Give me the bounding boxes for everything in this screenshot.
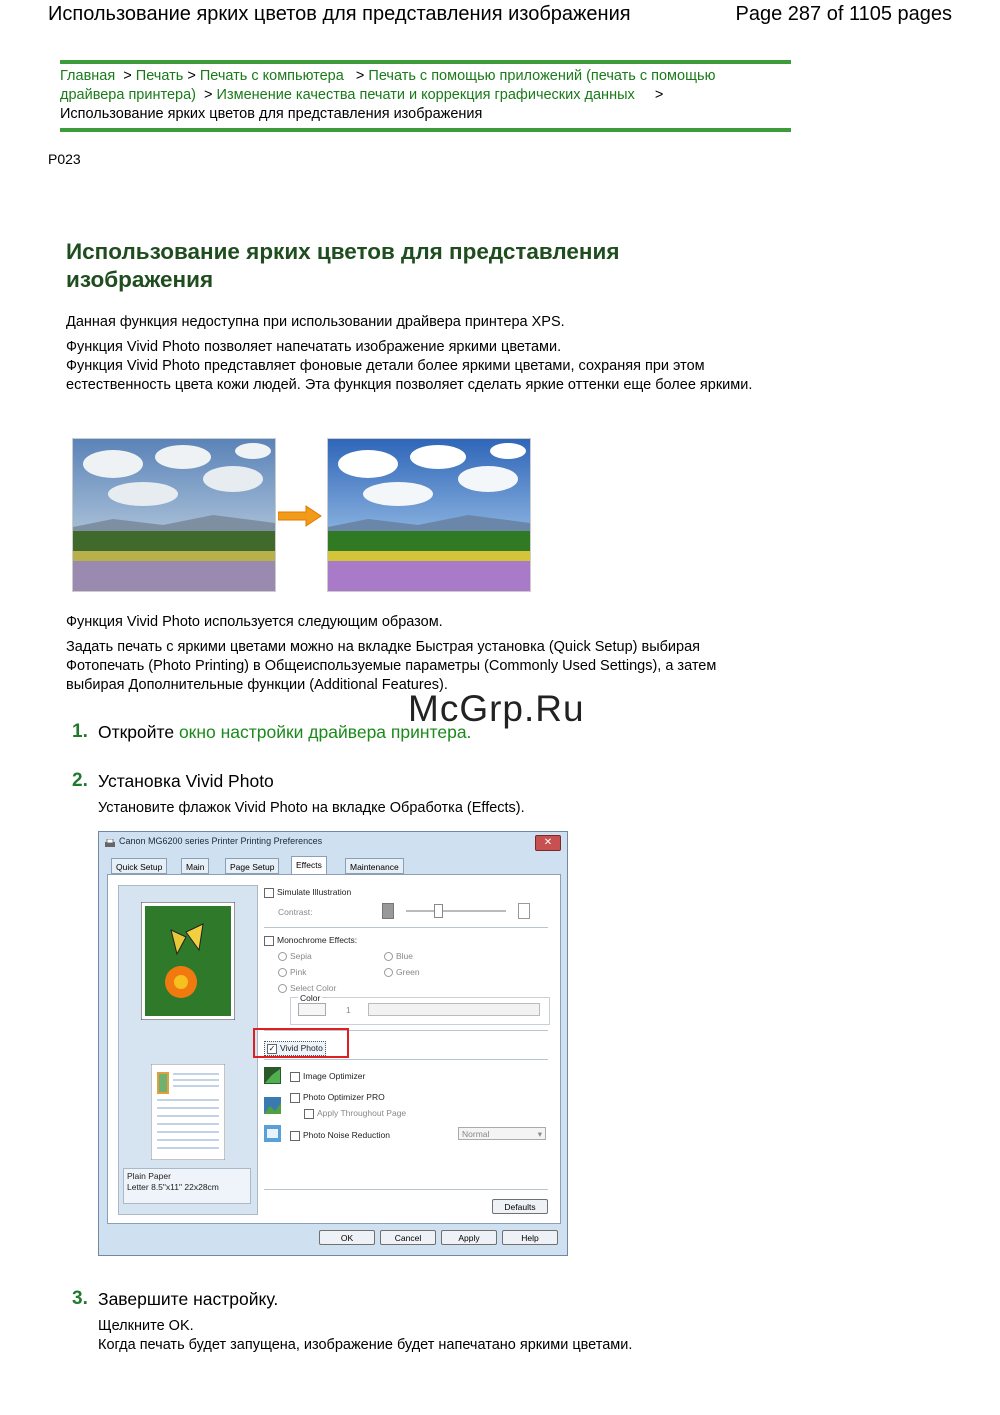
- image-optimizer-icon: [264, 1067, 281, 1084]
- green-option[interactable]: [384, 967, 420, 977]
- separator: [264, 927, 548, 928]
- close-button[interactable]: ✕: [535, 835, 561, 851]
- select-color-label: Select Color: [290, 983, 337, 993]
- photo-optimizer-label: Photo Optimizer PRO: [303, 1092, 385, 1102]
- color-group-label: Color: [300, 993, 321, 1003]
- monochrome-checkbox[interactable]: [264, 936, 274, 946]
- step-3-number: 3.: [72, 1288, 88, 1309]
- pink-option[interactable]: [278, 967, 307, 977]
- vivid-photo-checkbox[interactable]: ✓: [268, 1043, 276, 1053]
- step-1-title: [98, 722, 471, 743]
- tab-quick-setup-label: Quick Setup: [116, 862, 163, 872]
- contrast-label: Contrast:: [278, 907, 313, 917]
- sepia-radio[interactable]: [278, 952, 287, 961]
- tab-effects-label: Effects: [296, 860, 322, 870]
- noise-reduction-option[interactable]: [290, 1130, 390, 1141]
- photo-optimizer-option[interactable]: [290, 1092, 385, 1103]
- document-header-title: Использование ярких цветов для представления изображения: [48, 3, 631, 25]
- page-counter: Page 287 of 1105 pages: [735, 3, 952, 25]
- contrast-slider-handle[interactable]: [434, 904, 443, 918]
- ok-button[interactable]: OK: [319, 1230, 375, 1245]
- apply-throughout-label: Apply Throughout Page: [317, 1108, 407, 1118]
- note-xps: Данная функция недоступна при использовании драйвера принтера XPS.: [66, 314, 565, 330]
- tab-main-label: Main: [186, 862, 205, 872]
- step-1-title-text: Откройте: [98, 722, 179, 742]
- quick-setup-paragraph: Задать печать с яркими цветами можно на вкладке Быстрая установка (Quick Setup) выбирая Фотопечать (Photo Printing) в Общеиспользуемые параметры (Commonly Used Settings), а затем выбирая Дополнительные функции (Additional Features).: [66, 639, 717, 693]
- noise-reduction-label: Photo Noise Reduction: [303, 1130, 390, 1140]
- tab-page-setup[interactable]: [225, 858, 279, 874]
- butterfly-preview-image: [141, 902, 235, 1020]
- bottom-rule: [60, 128, 791, 132]
- monochrome-option[interactable]: [264, 935, 357, 946]
- simulate-checkbox[interactable]: [264, 888, 274, 898]
- contrast-slider-track[interactable]: [406, 910, 506, 912]
- breadcrumb-separator: >: [123, 68, 132, 84]
- step-2-title: Установка Vivid Photo: [98, 771, 274, 791]
- breadcrumb: [60, 67, 780, 124]
- contrast-high-icon: [518, 903, 530, 919]
- color-value: 1: [346, 1005, 351, 1015]
- driver-settings-link[interactable]: окно настройки драйвера принтера.: [178, 722, 472, 742]
- image-optimizer-option[interactable]: [290, 1071, 365, 1082]
- select-color-radio[interactable]: [278, 984, 287, 993]
- breadcrumb-separator: >: [187, 68, 196, 84]
- tab-effects[interactable]: [291, 856, 327, 875]
- photo-optimizer-icon: [264, 1097, 281, 1114]
- watermark: McGrp.Ru: [408, 688, 585, 729]
- step-2-number: 2.: [72, 770, 88, 791]
- color-swatch: [298, 1003, 326, 1016]
- blue-option[interactable]: [384, 951, 413, 961]
- intro-paragraph-a: Функция Vivid Photo позволяет напечатать изображение яркими цветами.: [66, 339, 562, 355]
- tab-main[interactable]: [181, 858, 209, 874]
- pink-label: Pink: [290, 967, 307, 977]
- breadcrumb-current: Использование ярких цветов для представления изображения: [60, 106, 483, 122]
- separator: [264, 1189, 548, 1190]
- help-button[interactable]: Help: [502, 1230, 558, 1245]
- photo-before: [72, 438, 276, 592]
- printer-icon: [105, 839, 115, 848]
- separator: [264, 1059, 548, 1060]
- step-3-text-2: Когда печать будет запущена, изображение будет напечатано яркими цветами.: [98, 1337, 633, 1353]
- breadcrumb-quality-correction[interactable]: Изменение качества печати и коррекция графических данных: [216, 87, 635, 103]
- breadcrumb-print-from-computer[interactable]: Печать с компьютера: [199, 68, 344, 84]
- paper-type: Plain Paper: [127, 1171, 171, 1181]
- breadcrumb-separator: >: [654, 87, 664, 103]
- color-scrollbar[interactable]: [368, 1003, 540, 1016]
- page-title: Использование ярких цветов для представления изображения: [66, 239, 620, 292]
- document-code: P023: [48, 151, 81, 167]
- pink-radio[interactable]: [278, 968, 287, 977]
- image-optimizer-checkbox[interactable]: [290, 1072, 300, 1082]
- chevron-down-icon: ▾: [537, 1129, 542, 1139]
- blue-radio[interactable]: [384, 952, 393, 961]
- select-color-option[interactable]: [278, 983, 336, 993]
- green-radio[interactable]: [384, 968, 393, 977]
- vivid-photo-label: Vivid Photo: [280, 1043, 323, 1053]
- tab-quick-setup[interactable]: [111, 858, 167, 874]
- monochrome-label: Monochrome Effects:: [277, 935, 358, 945]
- photo-after: [327, 438, 531, 592]
- paper-info-box: [123, 1168, 251, 1204]
- simulate-label: Simulate Illustration: [277, 887, 352, 897]
- sepia-option[interactable]: [278, 951, 312, 961]
- dialog-title: Canon MG6200 series Printer Printing Preferences: [119, 836, 323, 846]
- breadcrumb-print[interactable]: Печать: [135, 68, 184, 84]
- defaults-button[interactable]: Defaults: [492, 1199, 548, 1214]
- vivid-photo-highlight: [253, 1028, 349, 1058]
- paper-size: Letter 8.5"x11" 22x28cm: [127, 1182, 219, 1192]
- apply-button[interactable]: Apply: [441, 1230, 497, 1245]
- photo-optimizer-checkbox[interactable]: [290, 1093, 300, 1103]
- tab-page-setup-label: Page Setup: [230, 862, 275, 872]
- apply-throughout-checkbox[interactable]: [304, 1109, 314, 1119]
- apply-throughout-option[interactable]: [304, 1108, 406, 1119]
- cancel-button[interactable]: Cancel: [380, 1230, 436, 1245]
- noise-reduction-icon: [264, 1125, 281, 1142]
- page-layout-preview: [151, 1064, 225, 1160]
- step-3-text-1: Щелкните OK.: [98, 1318, 194, 1334]
- tab-maintenance-label: Maintenance: [350, 862, 399, 872]
- image-optimizer-label: Image Optimizer: [303, 1071, 366, 1081]
- breadcrumb-home[interactable]: Главная: [60, 68, 116, 84]
- breadcrumb-separator: >: [355, 68, 365, 84]
- step-1-number: 1.: [72, 721, 88, 742]
- preview-pane: [118, 885, 258, 1215]
- noise-reduction-checkbox[interactable]: [290, 1131, 300, 1141]
- step-3-title: Завершите настройку.: [98, 1289, 279, 1309]
- contrast-low-icon: [382, 903, 394, 919]
- blue-label: Blue: [396, 951, 414, 961]
- breadcrumb-separator: >: [204, 87, 213, 103]
- green-label: Green: [396, 967, 420, 977]
- noise-level-value: Normal: [462, 1129, 490, 1139]
- intro-paragraph-b: Функция Vivid Photo представляет фоновые детали более яркими цветами, сохраняя при этом естественность цвета кожи людей. Эта функция позволяет сделать яркие оттенки еще более яркими.: [66, 358, 753, 393]
- breadcrumb-print-with-apps[interactable]: Печать с помощью приложений (печать с помощью драйвера принтера): [60, 68, 716, 103]
- step-2-text: Установите флажок Vivid Photo на вкладке Обработка (Effects).: [98, 800, 525, 816]
- top-rule: [60, 60, 791, 64]
- tab-maintenance[interactable]: [345, 858, 404, 874]
- usage-paragraph: Функция Vivid Photo используется следующим образом.: [66, 614, 443, 630]
- arrow-right-icon: [278, 505, 322, 527]
- noise-level-select[interactable]: [458, 1127, 546, 1140]
- simulate-illustration-option[interactable]: [264, 887, 351, 898]
- sepia-label: Sepia: [290, 951, 312, 961]
